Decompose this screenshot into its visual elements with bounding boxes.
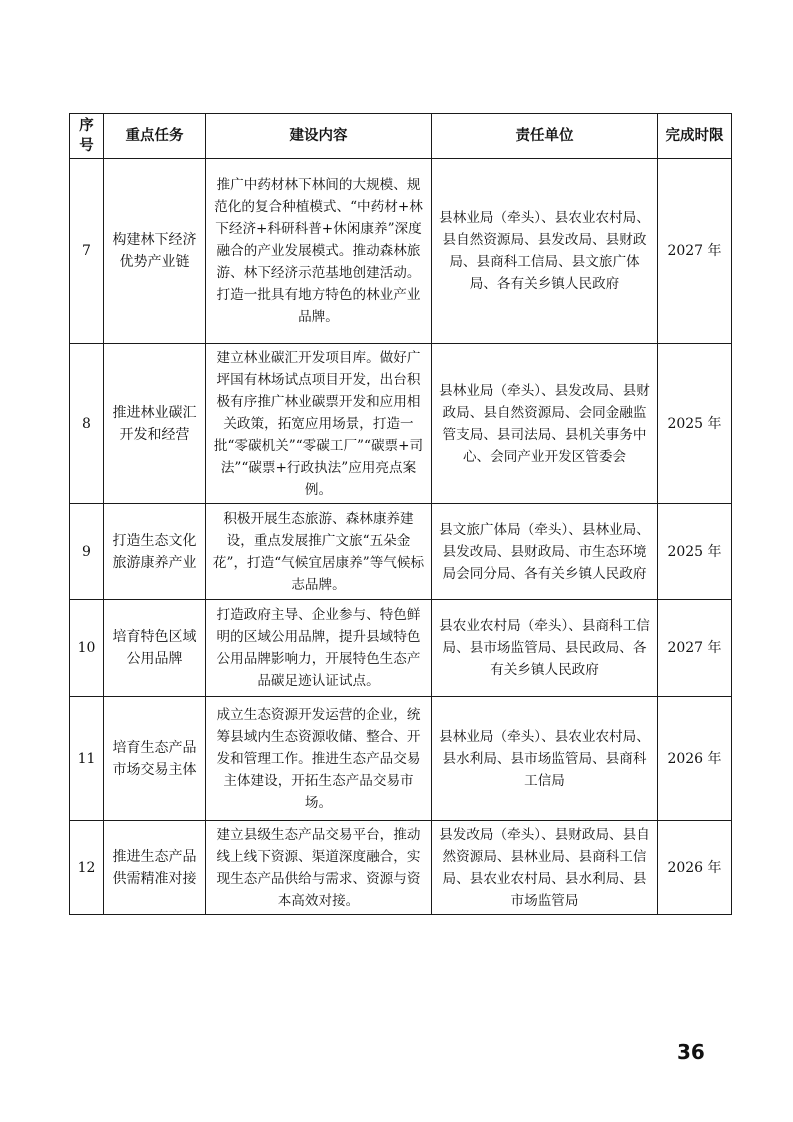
table-row xyxy=(70,159,732,344)
header-row xyxy=(70,114,732,159)
task-table xyxy=(69,113,732,915)
row-content: 建立林业碳汇开发项目库。做好广坪国有林场试点项目开发，出台积极有序推广林业碳票开发和应用相关政策，拓宽应用场景，打造一批“零碳机关”“零碳工厂”“碳票+司法”“碳票+行政执法”应用亮点案例。 xyxy=(206,344,432,504)
row-task: 推进林业碳汇开发和经营 xyxy=(104,344,206,504)
header-content: 建设内容 xyxy=(206,114,432,159)
row-unit: 县农业农村局（牵头）、县商科工信局、县市场监管局、县民政局、各有关乡镇人民政府 xyxy=(432,600,658,697)
row-deadline: 2027 年 xyxy=(658,159,732,344)
row-task: 培育生态产品市场交易主体 xyxy=(104,697,206,821)
row-seq: 12 xyxy=(70,821,104,915)
row-deadline: 2025 年 xyxy=(658,504,732,600)
header-task: 重点任务 xyxy=(104,114,206,159)
row-unit: 县发改局（牵头）、县财政局、县自然资源局、县林业局、县商科工信局、县农业农村局、县水利局、县市场监管局 xyxy=(432,821,658,915)
row-content: 推广中药材林下林间的大规模、规范化的复合种植模式、“中药材+林下经济+科研科普+休闲康养”深度融合的产业发展模式。推动森林旅游、林下经济示范基地创建活动。打造一批具有地方特色的林业产业品牌。 xyxy=(206,159,432,344)
header-seq: 序号 xyxy=(70,114,104,159)
row-task: 打造生态文化旅游康养产业 xyxy=(104,504,206,600)
page-number: 36 xyxy=(677,1040,705,1064)
table-row xyxy=(70,697,732,821)
row-content: 建立县级生态产品交易平台，推动线上线下资源、渠道深度融合，实现生态产品供给与需求、资源与资本高效对接。 xyxy=(206,821,432,915)
row-unit: 县林业局（牵头）、县农业农村局、县自然资源局、县发改局、县财政局、县商科工信局、县文旅广体局、各有关乡镇人民政府 xyxy=(432,159,658,344)
row-unit: 县林业局（牵头）、县农业农村局、县水利局、县市场监管局、县商科工信局 xyxy=(432,697,658,821)
row-deadline: 2027 年 xyxy=(658,600,732,697)
table-row xyxy=(70,344,732,504)
row-unit: 县文旅广体局（牵头）、县林业局、县发改局、县财政局、市生态环境局会同分局、各有关乡镇人民政府 xyxy=(432,504,658,600)
row-deadline: 2026 年 xyxy=(658,821,732,915)
row-task: 培育特色区域公用品牌 xyxy=(104,600,206,697)
row-seq: 8 xyxy=(70,344,104,504)
row-deadline: 2025 年 xyxy=(658,344,732,504)
row-seq: 7 xyxy=(70,159,104,344)
row-unit: 县林业局（牵头）、县发改局、县财政局、县自然资源局、会同金融监管支局、县司法局、县机关事务中心、会同产业开发区管委会 xyxy=(432,344,658,504)
row-seq: 11 xyxy=(70,697,104,821)
table-row xyxy=(70,821,732,915)
header-unit: 责任单位 xyxy=(432,114,658,159)
row-content: 成立生态资源开发运营的企业，统筹县域内生态资源收储、整合、开发和管理工作。推进生态产品交易主体建设，开拓生态产品交易市场。 xyxy=(206,697,432,821)
table-row xyxy=(70,600,732,697)
row-seq: 9 xyxy=(70,504,104,600)
row-deadline: 2026 年 xyxy=(658,697,732,821)
header-deadline: 完成时限 xyxy=(658,114,732,159)
table-row xyxy=(70,504,732,600)
row-seq: 10 xyxy=(70,600,104,697)
row-task: 构建林下经济优势产业链 xyxy=(104,159,206,344)
row-task: 推进生态产品供需精准对接 xyxy=(104,821,206,915)
row-content: 积极开展生态旅游、森林康养建设，重点发展推广文旅“五朵金花”，打造“气候宜居康养”等气候标志品牌。 xyxy=(206,504,432,600)
row-content: 打造政府主导、企业参与、特色鲜明的区域公用品牌，提升县域特色公用品牌影响力，开展特色生态产品碳足迹认证试点。 xyxy=(206,600,432,697)
